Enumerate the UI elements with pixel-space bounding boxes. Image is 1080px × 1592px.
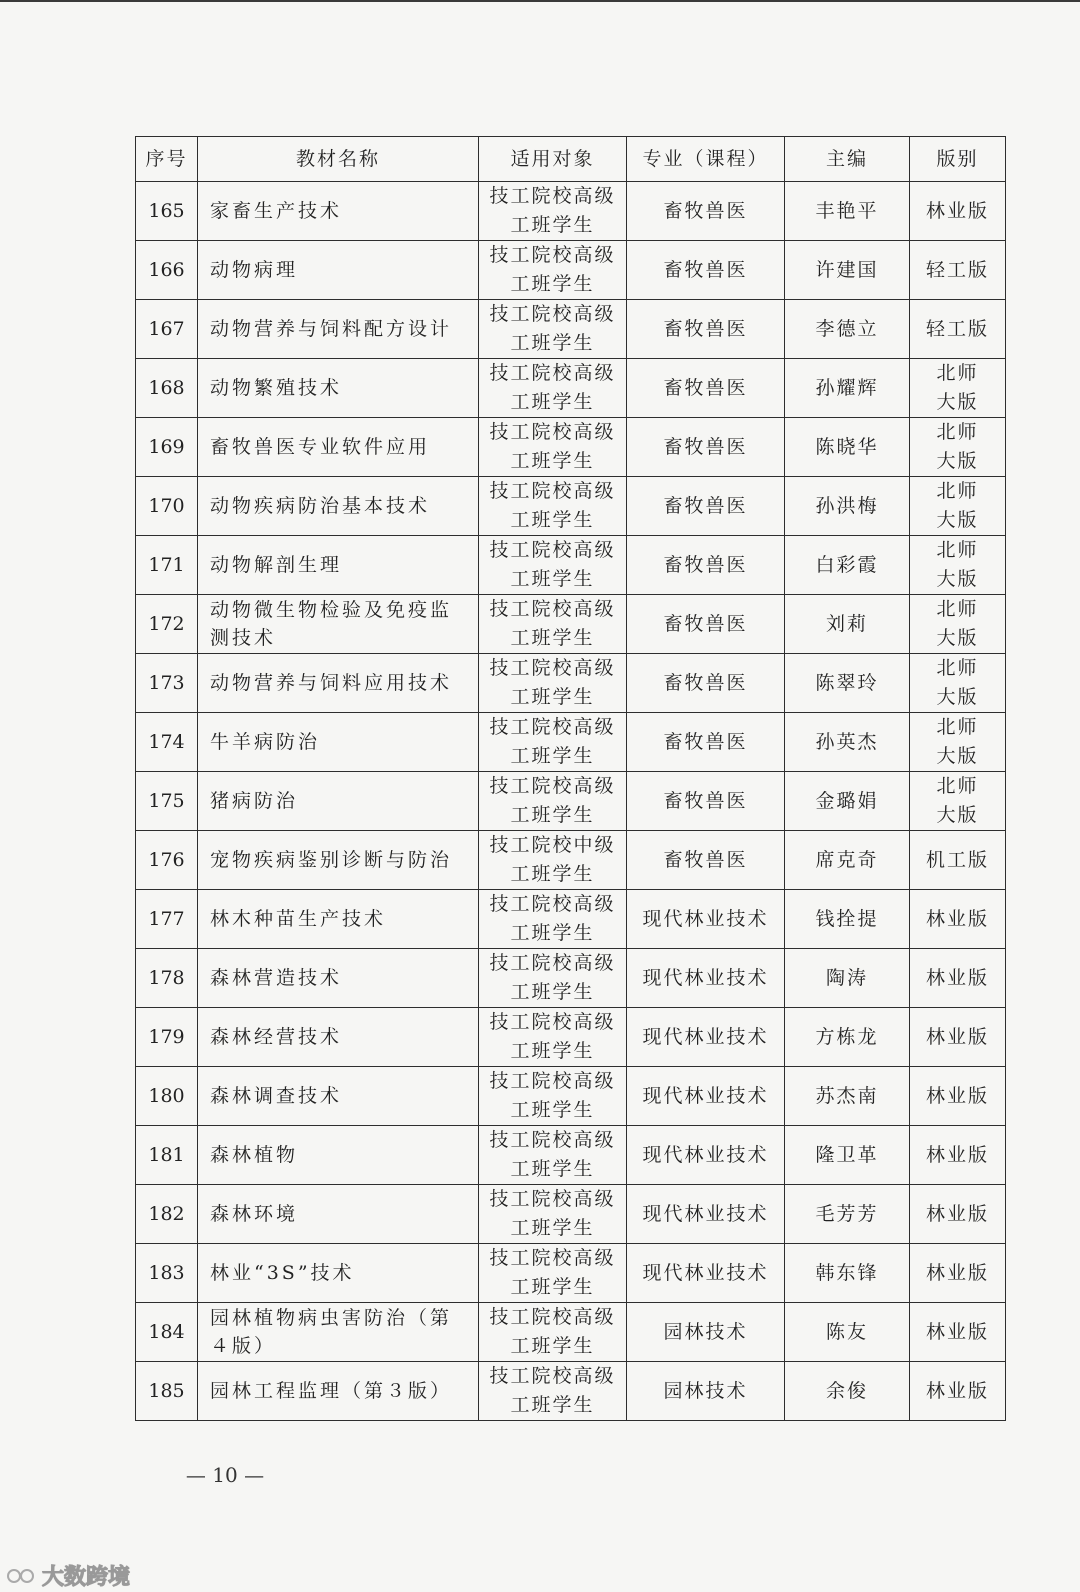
- audience-line-2: 工班学生: [510, 863, 595, 885]
- cell-audience: [479, 300, 627, 359]
- cell-name: 森林营造技术: [198, 949, 479, 1008]
- cell-editor: 许建国: [785, 241, 910, 300]
- audience-line-2: 工班学生: [510, 568, 595, 590]
- publisher-line-2: 大版: [936, 509, 979, 531]
- cell-publisher: [910, 1185, 1006, 1244]
- cell-major: 现代林业技术: [627, 1008, 785, 1067]
- cell-name: 园林工程监理（第３版）: [198, 1362, 479, 1421]
- cell-publisher: [910, 418, 1006, 477]
- cell-name: 森林调查技术: [198, 1067, 479, 1126]
- cell-audience: [479, 949, 627, 1008]
- cell-no: 172: [136, 595, 198, 654]
- cell-audience: [479, 418, 627, 477]
- audience-line-2: 工班学生: [510, 1394, 595, 1416]
- cell-editor: 隆卫革: [785, 1126, 910, 1185]
- table-row: [136, 831, 1006, 890]
- cell-major: 现代林业技术: [627, 1244, 785, 1303]
- header-cell-audience: 适用对象: [479, 137, 627, 182]
- cell-editor: 金璐娟: [785, 772, 910, 831]
- cell-editor: 陶涛: [785, 949, 910, 1008]
- table-row: [136, 1244, 1006, 1303]
- publisher-line-2: 大版: [936, 804, 979, 826]
- watermark-logo-icon: [6, 1565, 36, 1587]
- cell-name: 动物病理: [198, 241, 479, 300]
- cell-no: 182: [136, 1185, 198, 1244]
- table-row: [136, 1185, 1006, 1244]
- cell-audience: [479, 1185, 627, 1244]
- cell-name: 森林经营技术: [198, 1008, 479, 1067]
- cell-major: 园林技术: [627, 1362, 785, 1421]
- textbook-table: [135, 136, 1006, 1421]
- cell-audience: [479, 359, 627, 418]
- audience-line-1: 技工院校高级: [489, 1188, 616, 1210]
- publisher-line-2: 大版: [936, 627, 979, 649]
- cell-publisher: [910, 595, 1006, 654]
- cell-major: 畜牧兽医: [627, 654, 785, 713]
- table-row: [136, 418, 1006, 477]
- publisher-line-1: 林业版: [925, 1320, 989, 1343]
- cell-audience: [479, 536, 627, 595]
- cell-major: 现代林业技术: [627, 1126, 785, 1185]
- audience-line-1: 技工院校高级: [489, 185, 616, 207]
- cell-name: 家畜生产技术: [198, 182, 479, 241]
- cell-audience: [479, 1067, 627, 1126]
- audience-line-1: 技工院校高级: [489, 1129, 616, 1151]
- publisher-line-1: 林业版: [925, 1084, 989, 1107]
- publisher-line-1: 轻工版: [925, 317, 989, 340]
- cell-editor: 毛芳芳: [785, 1185, 910, 1244]
- audience-line-1: 技工院校高级: [489, 421, 616, 443]
- cell-audience: [479, 241, 627, 300]
- cell-publisher: [910, 949, 1006, 1008]
- cell-publisher: [910, 831, 1006, 890]
- audience-line-1: 技工院校高级: [489, 775, 616, 797]
- cell-name: 林木种苗生产技术: [198, 890, 479, 949]
- audience-line-1: 技工院校高级: [489, 598, 616, 620]
- audience-line-2: 工班学生: [510, 1335, 595, 1357]
- cell-no: 183: [136, 1244, 198, 1303]
- cell-editor: 丰艳平: [785, 182, 910, 241]
- cell-editor: 孙耀辉: [785, 359, 910, 418]
- publisher-line-1: 林业版: [925, 1261, 989, 1284]
- publisher-line-1: 林业版: [925, 1379, 989, 1402]
- header-cell-editor: 主编: [785, 137, 910, 182]
- cell-publisher: [910, 241, 1006, 300]
- cell-major: 畜牧兽医: [627, 241, 785, 300]
- audience-line-1: 技工院校高级: [489, 1011, 616, 1033]
- cell-no: 181: [136, 1126, 198, 1185]
- audience-line-2: 工班学生: [510, 922, 595, 944]
- table-row: [136, 1008, 1006, 1067]
- cell-major: 园林技术: [627, 1303, 785, 1362]
- audience-line-1: 技工院校高级: [489, 1365, 616, 1387]
- cell-name: 畜牧兽医专业软件应用: [198, 418, 479, 477]
- cell-name: 动物解剖生理: [198, 536, 479, 595]
- cell-no: 167: [136, 300, 198, 359]
- header-cell-publisher: 版别: [910, 137, 1006, 182]
- cell-major: 现代林业技术: [627, 890, 785, 949]
- cell-audience: [479, 477, 627, 536]
- audience-line-2: 工班学生: [510, 627, 595, 649]
- cell-publisher: [910, 300, 1006, 359]
- cell-audience: [479, 772, 627, 831]
- publisher-line-1: 北师: [936, 480, 979, 502]
- cell-no: 169: [136, 418, 198, 477]
- table-row: [136, 890, 1006, 949]
- cell-no: 165: [136, 182, 198, 241]
- audience-line-1: 技工院校高级: [489, 716, 616, 738]
- cell-editor: 陈翠玲: [785, 654, 910, 713]
- publisher-line-1: 北师: [936, 775, 979, 797]
- audience-line-1: 技工院校高级: [489, 952, 616, 974]
- table-row: [136, 477, 1006, 536]
- publisher-line-2: 大版: [936, 686, 979, 708]
- cell-publisher: [910, 1362, 1006, 1421]
- publisher-line-1: 北师: [936, 716, 979, 738]
- cell-audience: [479, 890, 627, 949]
- table-header-row: [136, 137, 1006, 182]
- cell-editor: 孙英杰: [785, 713, 910, 772]
- cell-major: 畜牧兽医: [627, 300, 785, 359]
- cell-editor: 钱拴提: [785, 890, 910, 949]
- cell-publisher: [910, 359, 1006, 418]
- cell-no: 173: [136, 654, 198, 713]
- table-row: [136, 300, 1006, 359]
- publisher-line-1: 轻工版: [925, 258, 989, 281]
- publisher-line-2: 大版: [936, 450, 979, 472]
- audience-line-1: 技工院校高级: [489, 480, 616, 502]
- audience-line-1: 技工院校高级: [489, 362, 616, 384]
- publisher-line-2: 大版: [936, 391, 979, 413]
- cell-publisher: [910, 654, 1006, 713]
- table-row: [136, 359, 1006, 418]
- cell-editor: 苏杰南: [785, 1067, 910, 1126]
- cell-major: 畜牧兽医: [627, 477, 785, 536]
- cell-editor: 方栋龙: [785, 1008, 910, 1067]
- watermark: [6, 1560, 130, 1591]
- cell-no: 175: [136, 772, 198, 831]
- audience-line-2: 工班学生: [510, 1217, 595, 1239]
- cell-editor: 余俊: [785, 1362, 910, 1421]
- cell-audience: [479, 713, 627, 772]
- cell-name: 林业“3S”技术: [198, 1244, 479, 1303]
- header-cell-name: 教材名称: [198, 137, 479, 182]
- table-row: [136, 182, 1006, 241]
- publisher-line-1: 林业版: [925, 199, 989, 222]
- cell-name: 森林环境: [198, 1185, 479, 1244]
- cell-publisher: [910, 1244, 1006, 1303]
- publisher-line-1: 北师: [936, 598, 979, 620]
- table-row: [136, 949, 1006, 1008]
- publisher-line-2: 大版: [936, 568, 979, 590]
- cell-publisher: [910, 1126, 1006, 1185]
- cell-no: 179: [136, 1008, 198, 1067]
- cell-editor: 李德立: [785, 300, 910, 359]
- audience-line-1: 技工院校高级: [489, 657, 616, 679]
- cell-major: 畜牧兽医: [627, 418, 785, 477]
- watermark-text: 大数跨境: [42, 1565, 131, 1590]
- publisher-line-1: 北师: [936, 421, 979, 443]
- audience-line-2: 工班学生: [510, 214, 595, 236]
- cell-major: 畜牧兽医: [627, 772, 785, 831]
- cell-name: 猪病防治: [198, 772, 479, 831]
- audience-line-2: 工班学生: [510, 273, 595, 295]
- publisher-line-1: 北师: [936, 362, 979, 384]
- audience-line-2: 工班学生: [510, 1276, 595, 1298]
- audience-line-1: 技工院校高级: [489, 539, 616, 561]
- cell-publisher: [910, 536, 1006, 595]
- cell-no: 176: [136, 831, 198, 890]
- publisher-line-1: 机工版: [925, 848, 989, 871]
- audience-line-1: 技工院校高级: [489, 1070, 616, 1092]
- publisher-line-2: 大版: [936, 745, 979, 767]
- cell-no: 166: [136, 241, 198, 300]
- table-row: [136, 1067, 1006, 1126]
- cell-publisher: [910, 477, 1006, 536]
- cell-name: 宠物疾病鉴别诊断与防治: [198, 831, 479, 890]
- cell-major: 畜牧兽医: [627, 831, 785, 890]
- page-top-edge: [0, 0, 1080, 2]
- cell-no: 185: [136, 1362, 198, 1421]
- cell-audience: [479, 182, 627, 241]
- audience-line-2: 工班学生: [510, 981, 595, 1003]
- audience-line-1: 技工院校高级: [489, 303, 616, 325]
- publisher-line-1: 林业版: [925, 1025, 989, 1048]
- audience-line-2: 工班学生: [510, 804, 595, 826]
- table-row: [136, 241, 1006, 300]
- cell-no: 170: [136, 477, 198, 536]
- publisher-line-1: 林业版: [925, 966, 989, 989]
- audience-line-1: 技工院校高级: [489, 1247, 616, 1269]
- cell-major: 现代林业技术: [627, 1185, 785, 1244]
- header-cell-major: 专业（课程）: [627, 137, 785, 182]
- cell-publisher: [910, 182, 1006, 241]
- publisher-line-1: 林业版: [925, 1202, 989, 1225]
- cell-major: 现代林业技术: [627, 949, 785, 1008]
- cell-audience: [479, 1362, 627, 1421]
- audience-line-2: 工班学生: [510, 391, 595, 413]
- audience-line-1: 技工院校高级: [489, 1306, 616, 1328]
- cell-audience: [479, 1008, 627, 1067]
- cell-editor: 韩东锋: [785, 1244, 910, 1303]
- cell-editor: 刘莉: [785, 595, 910, 654]
- table-row: [136, 772, 1006, 831]
- audience-line-1: 技工院校中级: [489, 834, 616, 856]
- table-row: [136, 713, 1006, 772]
- cell-major: 畜牧兽医: [627, 595, 785, 654]
- cell-name: 动物疾病防治基本技术: [198, 477, 479, 536]
- cell-editor: 陈晓华: [785, 418, 910, 477]
- cell-no: 171: [136, 536, 198, 595]
- cell-audience: [479, 1303, 627, 1362]
- cell-audience: [479, 1126, 627, 1185]
- audience-line-2: 工班学生: [510, 332, 595, 354]
- cell-name: 动物营养与饲料配方设计: [198, 300, 479, 359]
- cell-publisher: [910, 772, 1006, 831]
- cell-audience: [479, 1244, 627, 1303]
- audience-line-2: 工班学生: [510, 1158, 595, 1180]
- cell-name: 园林植物病虫害防治（第４版）: [198, 1303, 479, 1362]
- audience-line-2: 工班学生: [510, 509, 595, 531]
- cell-no: 184: [136, 1303, 198, 1362]
- cell-no: 174: [136, 713, 198, 772]
- table-row: [136, 1126, 1006, 1185]
- table-row: [136, 536, 1006, 595]
- cell-name: 森林植物: [198, 1126, 479, 1185]
- cell-no: 168: [136, 359, 198, 418]
- cell-publisher: [910, 713, 1006, 772]
- header-cell-no: 序号: [136, 137, 198, 182]
- cell-major: 畜牧兽医: [627, 182, 785, 241]
- table-row: [136, 595, 1006, 654]
- audience-line-2: 工班学生: [510, 1040, 595, 1062]
- cell-no: 177: [136, 890, 198, 949]
- audience-line-1: 技工院校高级: [489, 244, 616, 266]
- cell-publisher: [910, 1303, 1006, 1362]
- table-row: [136, 654, 1006, 713]
- publisher-line-1: 林业版: [925, 907, 989, 930]
- cell-major: 畜牧兽医: [627, 359, 785, 418]
- table-row: [136, 1303, 1006, 1362]
- audience-line-1: 技工院校高级: [489, 893, 616, 915]
- cell-editor: 席克奇: [785, 831, 910, 890]
- cell-editor: 白彩霞: [785, 536, 910, 595]
- publisher-line-1: 北师: [936, 539, 979, 561]
- table-row: [136, 1362, 1006, 1421]
- cell-no: 180: [136, 1067, 198, 1126]
- cell-name: 牛羊病防治: [198, 713, 479, 772]
- cell-major: 畜牧兽医: [627, 536, 785, 595]
- cell-editor: 孙洪梅: [785, 477, 910, 536]
- cell-name: 动物微生物检验及免疫监测技术: [198, 595, 479, 654]
- cell-major: 畜牧兽医: [627, 713, 785, 772]
- publisher-line-1: 北师: [936, 657, 979, 679]
- audience-line-2: 工班学生: [510, 450, 595, 472]
- cell-editor: 陈友: [785, 1303, 910, 1362]
- cell-audience: [479, 831, 627, 890]
- cell-name: 动物繁殖技术: [198, 359, 479, 418]
- publisher-line-1: 林业版: [925, 1143, 989, 1166]
- audience-line-2: 工班学生: [510, 745, 595, 767]
- cell-publisher: [910, 890, 1006, 949]
- cell-audience: [479, 595, 627, 654]
- cell-no: 178: [136, 949, 198, 1008]
- cell-audience: [479, 654, 627, 713]
- page-number: — 10 —: [185, 1463, 265, 1487]
- audience-line-2: 工班学生: [510, 1099, 595, 1121]
- cell-major: 现代林业技术: [627, 1067, 785, 1126]
- cell-publisher: [910, 1067, 1006, 1126]
- cell-name: 动物营养与饲料应用技术: [198, 654, 479, 713]
- cell-publisher: [910, 1008, 1006, 1067]
- audience-line-2: 工班学生: [510, 686, 595, 708]
